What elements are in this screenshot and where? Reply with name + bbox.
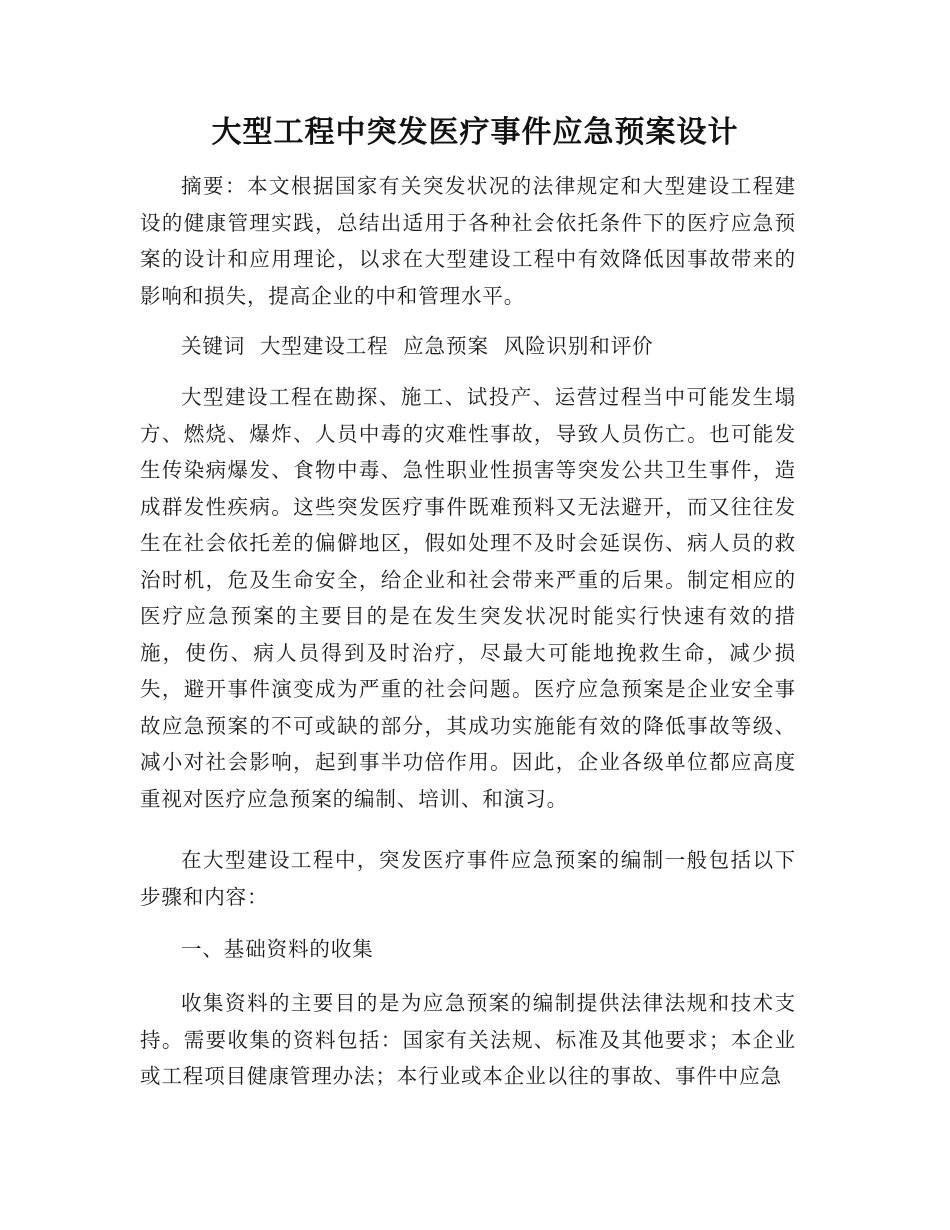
body-paragraph-2: 在大型建设工程中，突发医疗事件应急预案的编制一般包括以下步骤和内容：	[140, 848, 796, 909]
keywords-line: 关键词 大型建设工程 应急预案 风险识别和评价	[181, 334, 654, 358]
section-heading-1: 一、基础资料的收集	[181, 937, 374, 961]
body-paragraph-1: 大型建设工程在勘探、施工、试投产、运营过程当中可能发生塌方、燃烧、爆炸、人员中毒的灾难性事故，导致人员伤亡。也可能发生传染病爆发、食物中毒、急性职业性损害等突发公共卫生事件，造成群发性疾病。这些突发医疗事件既难预料又无法避开，而又往往发生在社会依托差的偏僻地区，假如处理不及时会延误伤、病人员的救治时机，危及生命安全，给企业和社会带来严重的后果。制定相应的医疗应急预案的主要目的是在发生突发状况时能实行快速有效的措施，使伤、病人员得到及时治疗，尽最大可能地挽救生命，减少损失，避开事件演变成为严重的社会问题。医疗应急预案是企业安全事故应急预案的不可或缺的部分，其成功实施能有效的降低事故等级、减小对社会影响，起到事半功倍作用。因此，企业各级单位都应高度重视对医疗应急预案的编制、培训、和演习。	[140, 385, 796, 811]
body-paragraph-3: 收集资料的主要目的是为应急预案的编制提供法律法规和技术支持。需要收集的资料包括：国家有关法规、标准及其他要求；本企业或工程项目健康管理办法；本行业或本企业以往的事故、事件中应急	[140, 991, 796, 1088]
document-title: 大型工程中突发医疗事件应急预案设计	[211, 115, 739, 150]
abstract-paragraph: 摘要：本文根据国家有关突发状况的法律规定和大型建设工程建设的健康管理实践，总结出适用于各种社会依托条件下的医疗应急预案的设计和应用理论，以求在大型建设工程中有效降低因事故带来的影响和损失，提高企业的中和管理水平。	[140, 174, 796, 308]
